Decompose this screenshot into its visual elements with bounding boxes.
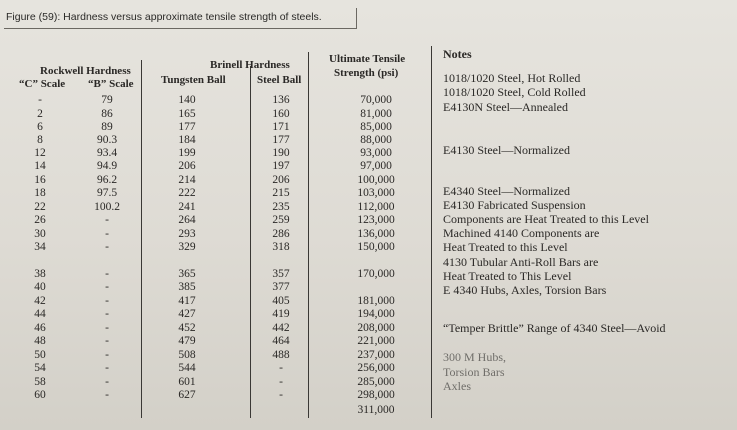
rockwell-c-cell: 60 [34,389,46,401]
rockwell-c-cell: 30 [34,228,46,240]
header-brinell-hardness: Brinell Hardness [210,59,290,71]
brinell-steel-cell: 259 [272,214,290,226]
brinell-tungsten-cell: 417 [178,295,196,307]
rockwell-b-cell: - [105,376,109,388]
brinell-steel-cell: - [279,376,283,388]
header-uts-line1: Ultimate Tensile [329,53,406,65]
rockwell-c-cell: 50 [34,349,46,361]
brinell-tungsten-cell: 329 [178,241,196,253]
header-b-scale: “B” Scale [88,78,134,90]
brinell-steel-cell: 190 [272,147,290,159]
note-line: E4340 Steel—Normalized [443,184,570,198]
brinell-tungsten-cell: 140 [178,94,196,106]
rockwell-c-cell: 18 [34,187,46,199]
rockwell-b-cell: - [105,268,109,280]
note-line: Heat Treated to This Level [443,269,572,283]
brinell-tungsten-cell: 627 [178,389,196,401]
brinell-tungsten-cell: 184 [178,134,196,146]
rockwell-b-cell: 94.9 [96,160,118,172]
brinell-tungsten-cell: 508 [178,349,196,361]
brinell-steel-cell: 377 [272,281,290,293]
tensile-strength-cell: 136,000 [357,228,395,240]
tensile-strength-cell: 298,000 [357,389,395,401]
tensile-strength-cell: 85,000 [360,121,392,133]
note-line: Machined 4140 Components are [443,226,600,240]
rockwell-c-cell: 42 [34,295,46,307]
brinell-steel-cell: 171 [272,121,290,133]
brinell-tungsten-cell: 222 [178,187,196,199]
rockwell-b-cell: 97.5 [96,187,118,199]
brinell-tungsten-cell: 427 [178,308,196,320]
note-line: Heat Treated to this Level [443,240,568,254]
brinell-tungsten-cell: 264 [178,214,196,226]
rockwell-c-cell: 48 [34,335,46,347]
figure-caption: Figure (59): Hardness versus approximate tensile strength of steels. [6,11,322,23]
rockwell-c-cell: 16 [34,174,46,186]
tensile-strength-cell: 150,000 [357,241,395,253]
rockwell-b-cell: - [105,349,109,361]
brinell-tungsten-cell: 365 [178,268,196,280]
brinell-tungsten-cell: 165 [178,108,196,120]
tensile-strength-cell: 311,000 [357,404,395,416]
rockwell-b-cell: - [105,228,109,240]
brinell-steel-cell: 419 [272,308,290,320]
tensile-strength-cell: 181,000 [357,295,395,307]
rockwell-b-cell: 89 [101,121,113,133]
rockwell-b-cell: - [105,335,109,347]
rockwell-c-cell: 6 [37,121,43,133]
rockwell-b-cell: 79 [101,94,113,106]
brinell-tungsten-cell: 199 [178,147,196,159]
brinell-steel-cell: 177 [272,134,290,146]
rockwell-c-cell: 34 [34,241,46,253]
header-rockwell-hardness: Rockwell Hardness [40,65,131,77]
note-line: E4130N Steel—Annealed [443,100,568,114]
brinell-steel-cell: 206 [272,174,290,186]
rockwell-b-cell: - [105,308,109,320]
brinell-tungsten-cell: 479 [178,335,196,347]
note-line: “Temper Brittle” Range of 4340 Steel—Avoid [443,321,666,335]
brinell-tungsten-cell: 385 [178,281,196,293]
note-line: E4130 Fabricated Suspension [443,198,586,212]
tensile-strength-cell: 237,000 [357,349,395,361]
brinell-tungsten-cell: 293 [178,228,196,240]
brinell-steel-cell: 488 [272,349,290,361]
rockwell-c-cell: 54 [34,362,46,374]
rockwell-c-cell: 40 [34,281,46,293]
brinell-steel-cell: 160 [272,108,290,120]
rockwell-b-cell: - [105,322,109,334]
brinell-tungsten-cell: 601 [178,376,196,388]
rockwell-c-cell: 14 [34,160,46,172]
note-line: E4130 Steel—Normalized [443,143,570,157]
note-line: Axles [443,379,471,393]
brinell-tungsten-cell: 177 [178,121,196,133]
rockwell-c-cell: - [38,94,42,106]
tensile-strength-cell: 88,000 [360,134,392,146]
brinell-steel-cell: - [279,389,283,401]
tensile-strength-cell: 123,000 [357,214,395,226]
rockwell-c-cell: 2 [37,108,43,120]
rockwell-b-cell: 90.3 [96,134,118,146]
tensile-strength-cell: 170,000 [357,268,395,280]
brinell-tungsten-cell: 544 [178,362,196,374]
divider-uts-notes [431,46,432,418]
brinell-steel-cell: 215 [272,187,290,199]
brinell-steel-cell: 405 [272,295,290,307]
tensile-strength-cell: 285,000 [357,376,395,388]
tensile-strength-cell: 100,000 [357,174,395,186]
note-line: 1018/1020 Steel, Hot Rolled [443,71,581,85]
rockwell-c-cell: 44 [34,308,46,320]
brinell-steel-cell: 286 [272,228,290,240]
divider-rockwell-brinell [141,60,142,418]
rockwell-c-cell: 8 [37,134,43,146]
rockwell-b-cell: - [105,389,109,401]
note-line: 4130 Tubular Anti-Roll Bars are [443,255,599,269]
brinell-steel-cell: 464 [272,335,290,347]
tensile-strength-cell: 112,000 [357,201,395,213]
rockwell-b-cell: 93.4 [96,147,118,159]
tensile-strength-cell: 70,000 [360,94,392,106]
header-tungsten-ball: Tungsten Ball [161,74,226,86]
rockwell-b-cell: - [105,362,109,374]
rockwell-b-cell: 96.2 [96,174,118,186]
brinell-steel-cell: 442 [272,322,290,334]
brinell-tungsten-cell: 214 [178,174,196,186]
brinell-steel-cell: 357 [272,268,290,280]
tensile-strength-cell: 194,000 [357,308,395,320]
note-line: Components are Heat Treated to this Level [443,212,649,226]
brinell-steel-cell: 197 [272,160,290,172]
brinell-steel-cell: 318 [272,241,290,253]
rockwell-c-cell: 46 [34,322,46,334]
rockwell-c-cell: 22 [34,201,46,213]
note-line: 300 M Hubs, [443,350,507,364]
note-line: 1018/1020 Steel, Cold Rolled [443,85,586,99]
header-uts-line2: Strength (psi) [334,67,399,79]
rockwell-c-cell: 58 [34,376,46,388]
rockwell-c-cell: 38 [34,268,46,280]
tensile-strength-cell: 97,000 [360,160,392,172]
header-c-scale: “C” Scale [19,78,66,90]
rockwell-c-cell: 12 [34,147,46,159]
note-line: Torsion Bars [443,365,505,379]
rockwell-c-cell: 26 [34,214,46,226]
tensile-strength-cell: 103,000 [357,187,395,199]
rockwell-b-cell: 86 [101,108,113,120]
rockwell-b-cell: - [105,295,109,307]
tensile-strength-cell: 256,000 [357,362,395,374]
brinell-steel-cell: 235 [272,201,290,213]
brinell-tungsten-cell: 241 [178,201,196,213]
brinell-tungsten-cell: 452 [178,322,196,334]
brinell-steel-cell: 136 [272,94,290,106]
brinell-steel-cell: - [279,362,283,374]
rockwell-b-cell: - [105,281,109,293]
tensile-strength-cell: 221,000 [357,335,395,347]
rockwell-b-cell: 100.2 [94,201,120,213]
header-notes: Notes [443,47,472,61]
tensile-strength-cell: 81,000 [360,108,392,120]
tensile-strength-cell: 208,000 [357,322,395,334]
note-line: E 4340 Hubs, Axles, Torsion Bars [443,283,607,297]
header-steel-ball: Steel Ball [257,74,302,86]
tensile-strength-cell: 93,000 [360,147,392,159]
brinell-tungsten-cell: 206 [178,160,196,172]
rockwell-b-cell: - [105,241,109,253]
rockwell-b-cell: - [105,214,109,226]
